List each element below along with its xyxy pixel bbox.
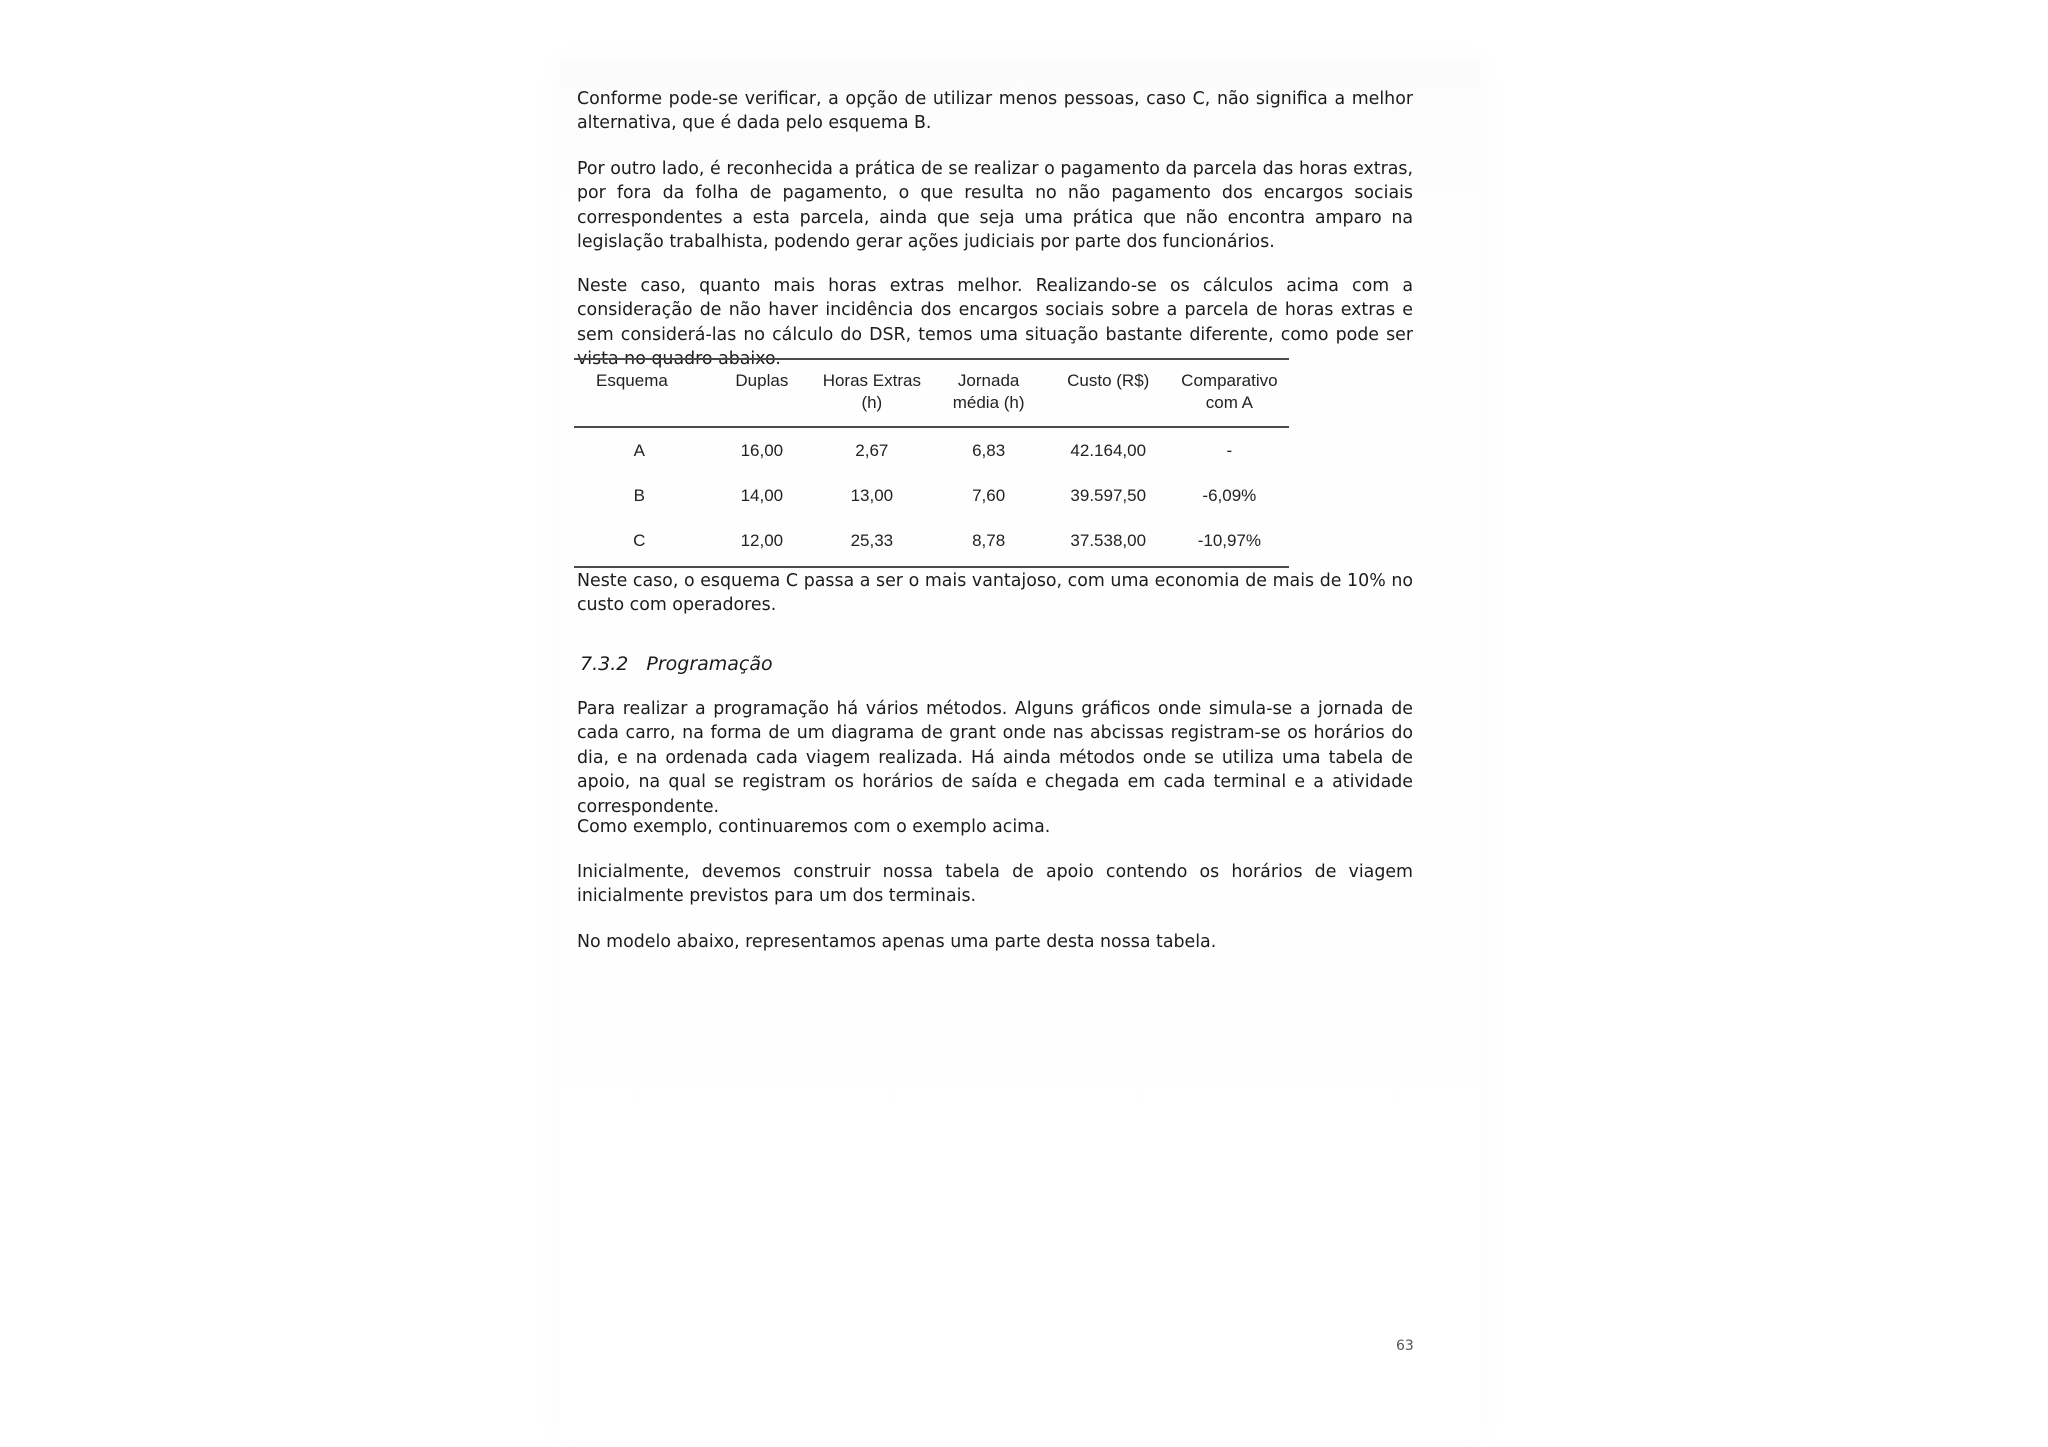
cell-custo: 37.538,00 [1070, 531, 1147, 550]
cell-duplas: 14,00 [740, 486, 784, 505]
header-jornada: Jornada média (h) [952, 371, 1025, 412]
cell-duplas: 16,00 [740, 441, 784, 460]
cell-horas-extras: 2,67 [855, 441, 889, 460]
table-row [574, 521, 1289, 567]
header-esquema: Esquema [596, 371, 668, 390]
paragraph-metodos-programacao: Para realizar a programação há vários métodos. Alguns gráficos onde simula-se a jornada de cada carro, na forma de um diagrama de grant onde nas abcissas registram-se os horários do dia, e na ordenada cada viagem realizada. Há ainda métodos onde se utiliza uma tabela de apoio, na qual se registram os horários de saída e chegada em cada terminal e a atividade correspondente. [577, 699, 1413, 817]
cell-esquema: B [633, 486, 645, 505]
header-custo: Custo (R$) [1067, 371, 1150, 390]
comparison-table [574, 358, 1289, 568]
paragraph-modelo-abaixo: No modelo abaixo, representamos apenas uma parte desta nossa tabela. [577, 932, 1217, 952]
cell-horas-extras: 13,00 [850, 486, 894, 505]
table-row [574, 476, 1289, 521]
header-horas-extras: Horas Extras (h) [822, 371, 921, 412]
cell-custo: 42.164,00 [1070, 441, 1147, 460]
page-number: 63 [1396, 1338, 1414, 1354]
header-duplas: Duplas [735, 371, 789, 390]
cell-esquema: A [633, 441, 645, 460]
cell-custo: 39.597,50 [1070, 486, 1147, 505]
paragraph-horas-extras-por-fora: Por outro lado, é reconhecida a prática de se realizar o pagamento da parcela das horas extras, por fora da folha de pagamento, o que resulta no não pagamento dos encargos sociais correspondentes a esta parcela, ainda que seja uma prática que não encontra amparo na legislação trabalhista, podendo gerar ações judiciais por parte dos funcionários. [577, 159, 1413, 253]
paragraph-tabela-apoio: Inicialmente, devemos construir nossa tabela de apoio contendo os horários de viagem inicialmente previstos para um dos terminais. [577, 862, 1413, 907]
paragraph-caso-c: Conforme pode-se verificar, a opção de utilizar menos pessoas, caso C, não significa a melhor alternativa, que é dada pelo esquema B. [577, 89, 1413, 134]
paragraph-sem-encargos: Neste caso, quanto mais horas extras melhor. Realizando-se os cálculos acima com a consideração de não haver incidência dos encargos sociais sobre a parcela de horas extras e sem considerá-las no cálculo do DSR, temos uma situação bastante diferente, como pode ser vista no quadro abaixo. [577, 276, 1413, 370]
cell-jornada: 8,78 [972, 531, 1006, 550]
section-heading [580, 651, 773, 677]
table-header-row [574, 359, 1289, 427]
cell-esquema: C [633, 531, 646, 550]
cell-jornada: 7,60 [972, 486, 1006, 505]
table-row [574, 427, 1289, 476]
header-comparativo: Comparativo com A [1181, 371, 1278, 412]
paragraph-esquema-c-vantajoso: Neste caso, o esquema C passa a ser o mais vantajoso, com uma economia de mais de 10% no custo com operadores. [577, 571, 1413, 616]
cell-jornada: 6,83 [972, 441, 1006, 460]
paragraph-exemplo: Como exemplo, continuaremos com o exemplo acima. [577, 817, 1051, 837]
cell-comparativo: -6,09% [1202, 486, 1257, 505]
cell-comparativo: - [1226, 441, 1233, 460]
section-number: 7.3.2 [580, 653, 629, 675]
cell-comparativo: -10,97% [1197, 531, 1262, 550]
cell-duplas: 12,00 [740, 531, 784, 550]
cell-horas-extras: 25,33 [850, 531, 894, 550]
section-title: Programação [646, 653, 773, 675]
